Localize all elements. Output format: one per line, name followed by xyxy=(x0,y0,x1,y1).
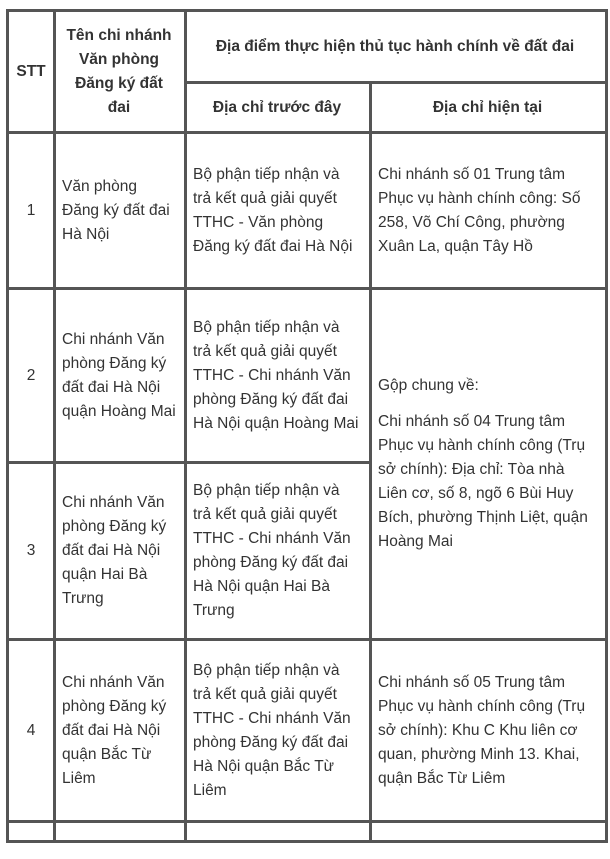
table-row xyxy=(8,640,607,822)
cell-empty xyxy=(8,822,55,842)
header-location-group: Địa điểm thực hiện thủ tục hành chính về đất đai xyxy=(186,11,607,83)
merged-intro: Gộp chung về: xyxy=(378,377,479,394)
header-current-address: Địa chỉ hiện tại xyxy=(371,83,607,133)
header-branch-name: Tên chi nhánh Văn phòng Đăng ký đất đai xyxy=(55,11,186,133)
cell-previous: Bộ phận tiếp nhận và trả kết quả giải quyết TTHC - Văn phòng Đăng ký đất đai Hà Nội xyxy=(186,133,371,289)
cell-empty xyxy=(55,822,186,842)
cell-stt: 3 xyxy=(8,463,55,640)
header-stt: STT xyxy=(8,11,55,133)
cell-previous: Bộ phận tiếp nhận và trả kết quả giải quyết TTHC - Chi nhánh Văn phòng Đăng ký đất đai Hà Nội quận Hai Bà Trưng xyxy=(186,463,371,640)
cell-current-merged xyxy=(371,289,607,640)
cell-current: Chi nhánh số 01 Trung tâm Phục vụ hành chính công: Số 258, Võ Chí Công, phường Xuân La, quận Tây Hồ xyxy=(371,133,607,289)
table-row-partial xyxy=(8,822,607,842)
merged-address: Chi nhánh số 04 Trung tâm Phục vụ hành chính công (Trụ sở chính): Địa chỉ: Tòa nhà Liên cơ, số 8, ngõ 6 Bùi Huy Bích, phường Thịnh Liệt, quận Hoàng Mai xyxy=(378,413,588,550)
header-previous-address: Địa chỉ trước đây xyxy=(186,83,371,133)
cell-empty xyxy=(371,822,607,842)
header-row xyxy=(8,11,607,83)
cell-empty xyxy=(186,822,371,842)
table-row xyxy=(8,289,607,463)
cell-stt: 2 xyxy=(8,289,55,463)
land-registration-table xyxy=(6,9,608,843)
cell-stt: 1 xyxy=(8,133,55,289)
cell-name: Văn phòng Đăng ký đất đai Hà Nội xyxy=(55,133,186,289)
cell-name: Chi nhánh Văn phòng Đăng ký đất đai Hà Nội quận Hai Bà Trưng xyxy=(55,463,186,640)
cell-stt: 4 xyxy=(8,640,55,822)
cell-current: Chi nhánh số 05 Trung tâm Phục vụ hành chính công (Trụ sở chính): Khu C Khu liên cơ quan, phường Minh 13. Khai, quận Bắc Từ Liêm xyxy=(371,640,607,822)
cell-name: Chi nhánh Văn phòng Đăng ký đất đai Hà Nội quận Hoàng Mai xyxy=(55,289,186,463)
cell-previous: Bộ phận tiếp nhận và trả kết quả giải quyết TTHC - Chi nhánh Văn phòng Đăng ký đất đai Hà Nội quận Bắc Từ Liêm xyxy=(186,640,371,822)
table-row xyxy=(8,133,607,289)
cell-previous: Bộ phận tiếp nhận và trả kết quả giải quyết TTHC - Chi nhánh Văn phòng Đăng ký đất đai Hà Nội quận Hoàng Mai xyxy=(186,289,371,463)
cell-name: Chi nhánh Văn phòng Đăng ký đất đai Hà Nội quận Bắc Từ Liêm xyxy=(55,640,186,822)
